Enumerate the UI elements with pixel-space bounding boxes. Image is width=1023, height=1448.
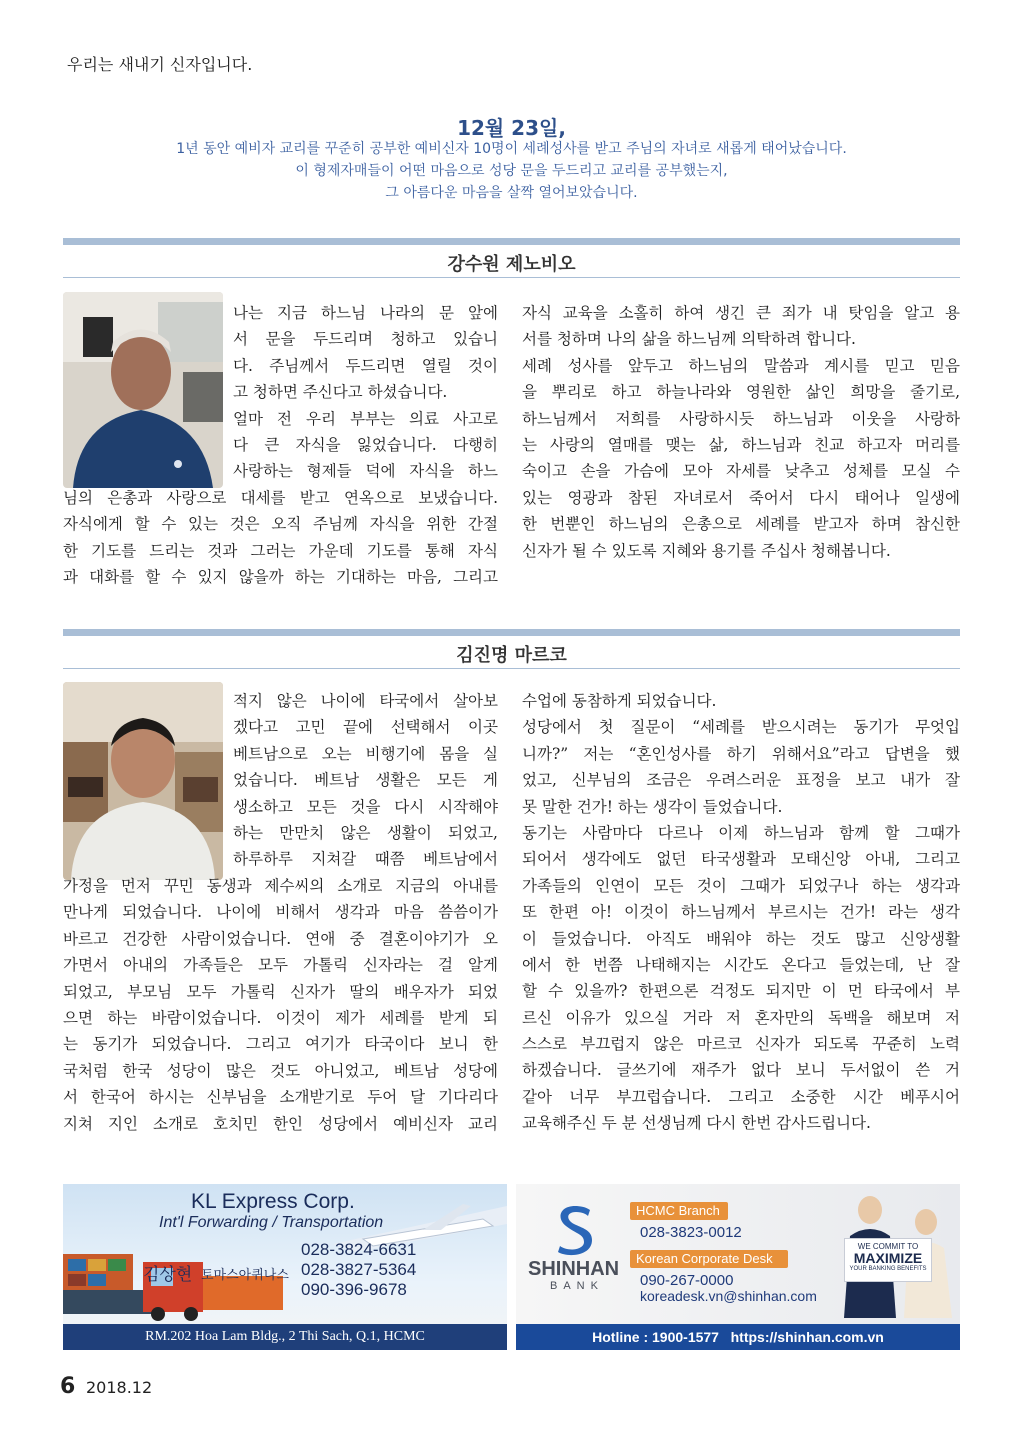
page-header: 우리는 새내기 신자입니다. bbox=[67, 55, 253, 74]
kl-contact-name-en: 토마스아퀴나스 bbox=[201, 1268, 289, 1283]
portrait-photo-kim bbox=[63, 682, 223, 880]
section-divider-rule bbox=[63, 668, 960, 669]
text-line: 한 기도를 드리는 것과 그러는 가운데 기도를 통해 자식 bbox=[63, 541, 498, 560]
shinhan-branch-phone: 028-3823-0012 bbox=[640, 1224, 742, 1241]
text-line: 는 사랑의 열매를 맺는 삶, 하느님과 친교 하고자 머리를 bbox=[522, 435, 960, 454]
ad-shinhan-bank[interactable] bbox=[516, 1184, 960, 1350]
intro-line: 이 형제자매들이 어떤 마음으로 성당 문을 두드리고 교리를 공부했는지, bbox=[295, 163, 728, 179]
portrait-photo-kang bbox=[63, 292, 223, 488]
text-line: 었습니다. 베트남 생활은 모든 게 bbox=[233, 771, 498, 790]
text-line: 만나게 되었습니다. 나이에 비해서 생각과 마음 씀씀이가 bbox=[63, 903, 498, 922]
text-line: 었고, 신부님의 조금은 우려스러운 표정을 보고 내가 잘 bbox=[522, 771, 960, 790]
shinhan-desk-email: koreadesk.vn@shinhan.com bbox=[640, 1288, 817, 1304]
section-divider-bar bbox=[63, 629, 960, 636]
section1-left-column-top bbox=[233, 300, 498, 485]
text-line: 베트남으로 오는 비행기에 몸을 실 bbox=[233, 744, 498, 763]
shinhan-commit-line1: WE COMMIT TO bbox=[857, 1242, 919, 1251]
text-line: 하느님께서 저희를 사랑하시듯 하느님과 이웃을 사랑하 bbox=[522, 409, 960, 428]
text-line: 못 말한 건가! 하는 생각이 들었습니다. bbox=[522, 797, 783, 816]
text-line: 가정을 먼저 꾸민 동생과 제수씨의 소개로 지금의 아내를 bbox=[63, 877, 498, 895]
text-line: 가면서 아내의 가족들은 모두 가톨릭 신자라는 걸 알게 bbox=[63, 956, 498, 975]
section-title: 김진명 마르코 bbox=[456, 645, 567, 666]
text-line: 서 한국어 하시는 신부님을 소개받기로 두어 달 기다리다 bbox=[63, 1088, 498, 1107]
kl-contact-name: 김상현 bbox=[143, 1265, 193, 1285]
shinhan-hotline-bar bbox=[516, 1324, 960, 1350]
text-line: 으면 하는 바람이었습니다. 이것이 제가 세례를 받게 되 bbox=[63, 1008, 498, 1027]
text-line: 사랑하는 형제들 덕에 자식을 하느 bbox=[233, 462, 498, 481]
shinhan-branch-badge bbox=[630, 1202, 728, 1220]
text-line: 동기는 사람마다 다르나 이제 하느님과 함께 할 그때가 bbox=[522, 823, 960, 842]
text-line: 같아 너무 부끄럽습니다. 그리고 소중한 시간 베푸시어 bbox=[522, 1087, 960, 1106]
text-line: 지쳐 지인 소개로 호치민 한인 성당에서 예비신자 교리 bbox=[63, 1114, 498, 1133]
text-line: 적지 않은 나이에 타국에서 살아보 bbox=[233, 692, 498, 710]
text-line: 교육해주신 두 분 선생님께 다시 한번 감사드립니다. bbox=[522, 1114, 871, 1133]
text-line: 한 번뿐인 하느님의 은총으로 세례를 받고자 하며 참신한 bbox=[522, 515, 960, 534]
text-line: 이 들었습니다. 아직도 배워야 하는 것도 많고 신앙생활 bbox=[522, 929, 960, 948]
shinhan-logo-icon bbox=[554, 1204, 596, 1256]
section2-left-column-bottom bbox=[63, 873, 498, 1137]
text-line: 국처럼 한국 성당이 많은 것도 아니었고, 베트남 성당에 bbox=[63, 1061, 498, 1080]
text-line: 또 한편 아! 이것이 하느님께서 부르시는 건가! 라는 생각 bbox=[522, 903, 960, 922]
text-line: 서를 청하며 나의 삶을 하느님께 의탁하려 합니다. bbox=[522, 330, 856, 349]
issue-date: 2018.12 bbox=[86, 1378, 153, 1397]
intro-line: 1년 동안 예비자 교리를 꾸준히 공부한 예비신자 10명이 세례성사를 받고 주님의 자녀로 새롭게 태어났습니다. bbox=[176, 141, 847, 157]
text-line: 을 뿌리로 하고 하늘나라와 영원한 삶인 희망을 줄기로, bbox=[522, 383, 960, 402]
text-line: 세례 성사를 앞두고 하느님의 말씀과 계시를 믿고 믿음 bbox=[522, 356, 960, 375]
intro-line: 그 아름다운 마음을 살짝 열어보았습니다. bbox=[385, 185, 638, 201]
section2-left-column-top bbox=[233, 688, 498, 873]
section-title: 강수원 제노비오 bbox=[447, 254, 576, 275]
shinhan-commit-box bbox=[844, 1238, 932, 1282]
text-line: 스스로 부끄럽지 않은 마르코 신자가 되도록 꾸준히 노력 bbox=[522, 1035, 960, 1054]
section2-right-column bbox=[522, 688, 960, 1137]
text-line: 얼마 전 우리 부부는 의료 사고로 bbox=[233, 409, 498, 428]
text-line: 가족들의 인연이 모든 것이 그때가 되었구나 하는 생각과 bbox=[522, 876, 960, 895]
text-line: 하겠습니다. 글쓰기에 재주가 없다 보니 두서없이 쓴 거 bbox=[522, 1061, 960, 1080]
text-line: 나는 지금 하느님 나라의 문 앞에 bbox=[233, 304, 498, 322]
shinhan-bank-name: SHINHAN bbox=[528, 1258, 620, 1280]
text-line: 님의 은총과 사랑으로 대세를 받고 연옥으로 보냈습니다. bbox=[63, 489, 498, 507]
text-line: 생소하고 모든 것을 다시 시작해야 bbox=[233, 797, 498, 816]
shinhan-commit-line3: YOUR BANKING BENEFITS bbox=[849, 1266, 927, 1272]
text-line: 수업에 동참하게 되었습니다. bbox=[522, 692, 717, 710]
text-line: 되어서 생각에도 없던 타국생활과 모태신앙 아내, 그리고 bbox=[522, 850, 960, 869]
text-line: 다 큰 자식을 잃었습니다. 다행히 bbox=[233, 435, 498, 454]
text-line: 신자가 될 수 있도록 지혜와 용기를 주십사 청해봅니다. bbox=[522, 541, 891, 560]
section-divider-bar bbox=[63, 238, 960, 245]
shinhan-desk-label: Korean Corporate Desk bbox=[636, 1251, 773, 1266]
kl-address: RM.202 Hoa Lam Bldg., 2 Thi Sach, Q.1, HCMC bbox=[145, 1329, 425, 1344]
kl-phone: 090-396-9678 bbox=[301, 1280, 407, 1299]
section1-left-column-bottom bbox=[63, 485, 498, 591]
text-line: 숙이고 손을 가슴에 모아 자세를 낮추고 성체를 모실 수 bbox=[522, 462, 960, 481]
text-line: 겠다고 고민 끝에 선택해서 이곳 bbox=[233, 718, 498, 737]
shinhan-desk-badge bbox=[630, 1250, 788, 1268]
kl-phone: 028-3824-6631 bbox=[301, 1240, 417, 1259]
kl-company-name: KL Express Corp. bbox=[191, 1190, 355, 1213]
shinhan-commit-line2: MAXIMIZE bbox=[853, 1250, 923, 1266]
intro-date: 12월 23일, bbox=[457, 116, 566, 140]
kl-address-bar bbox=[63, 1324, 507, 1350]
text-line: 자식 교육을 소홀히 하여 생긴 큰 죄가 내 탓임을 알고 용 bbox=[522, 304, 960, 322]
text-line: 서 문을 두드리며 청하고 있습니 bbox=[233, 330, 498, 349]
shinhan-hotline: Hotline : 1900-1577 https://shinhan.com.vn bbox=[592, 1329, 884, 1345]
text-line: 하는 만만치 않은 생활이 되었고, bbox=[233, 823, 498, 842]
kl-phone: 028-3827-5364 bbox=[301, 1260, 417, 1279]
shinhan-branch-label: HCMC Branch bbox=[636, 1203, 720, 1218]
text-line: 자식에게 할 수 있는 것은 오직 주님께 자식을 위한 간절 bbox=[63, 515, 498, 534]
text-line: 바르고 건강한 사람이었습니다. 연애 중 결혼이야기가 오 bbox=[63, 929, 498, 948]
section-divider-rule bbox=[63, 277, 960, 278]
page-number: 6 bbox=[60, 1374, 76, 1399]
text-line: 성당에서 첫 질문이 “세례를 받으시려는 동기가 무엇입 bbox=[522, 718, 960, 737]
ad-kl-express[interactable] bbox=[63, 1184, 507, 1350]
text-line: 에서 한 번쯤 나태해지는 시간도 온다고 들었는데, 난 잘 bbox=[522, 955, 960, 974]
text-line: 다. 주님께서 두드리면 열릴 것이 bbox=[233, 356, 498, 375]
text-line: 니까?” 저는 “혼인성사를 하기 위해서요”라고 답변을 했 bbox=[522, 744, 960, 763]
shinhan-desk-phone: 090-267-0000 bbox=[640, 1272, 734, 1289]
text-line: 할 수 있을까? 한편으론 걱정도 되지만 이 먼 타국에서 부 bbox=[522, 982, 960, 1001]
text-line: 하루하루 지쳐갈 때쯤 베트남에서 bbox=[233, 850, 498, 869]
section1-right-column bbox=[522, 300, 960, 564]
text-line: 는 동기가 되었습니다. 그리고 여기가 타국이다 보니 한 bbox=[63, 1035, 498, 1054]
kl-tagline: Int'l Forwarding / Transportation bbox=[159, 1214, 384, 1231]
shinhan-bank-sub: BANK bbox=[550, 1280, 604, 1292]
text-line: 르신 이유가 있으실 거라 저 혼자만의 독백을 해보며 저 bbox=[522, 1008, 960, 1027]
text-line: 과 대화를 할 수 있지 않을까 하는 기대하는 마음, 그리고 bbox=[63, 568, 498, 587]
text-line: 되었고, 부모님 모두 가톨릭 신자가 딸의 배우자가 되었 bbox=[63, 982, 498, 1001]
text-line: 고 청하면 주신다고 하셨습니다. bbox=[233, 383, 448, 402]
text-line: 있는 영광과 참된 자녀로서 죽어서 다시 태어나 일생에 bbox=[522, 488, 960, 507]
